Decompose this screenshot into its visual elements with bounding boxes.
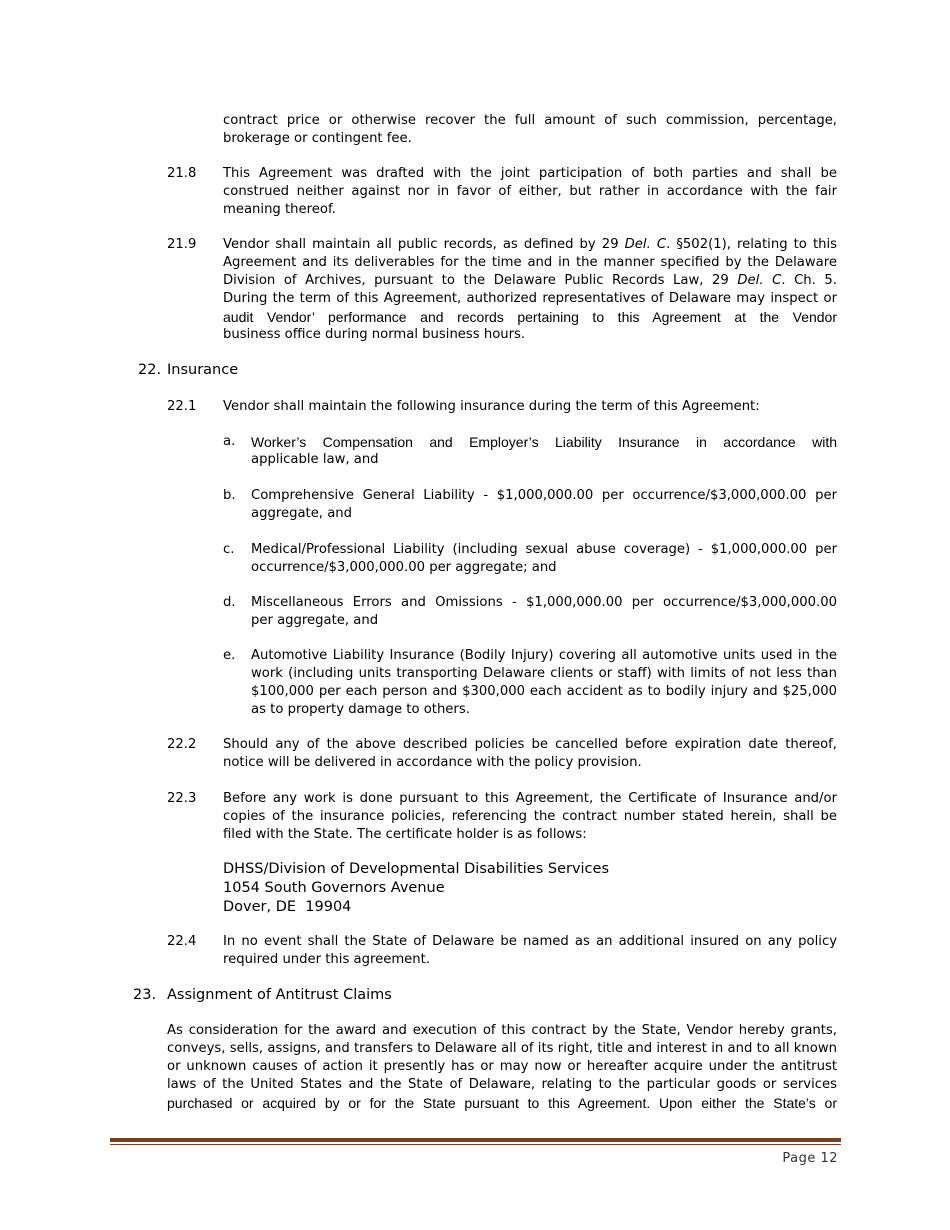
text-line: occurrence/$3,000,000.00 per aggregate; and [251, 560, 557, 575]
text-line: business office during normal business hours. [223, 327, 526, 342]
section-22-2-text [223, 736, 837, 772]
text-line: In no event shall the State of Delaware be named as an additional insured on any policy [223, 934, 837, 949]
section-number: 22.4 [167, 934, 197, 949]
text-line: per aggregate, and [251, 613, 379, 628]
text-line: brokerage or contingent fee. [223, 131, 412, 146]
list-letter: d. [223, 595, 236, 610]
text-line: Worker’s Compensation and Employer’s Liability Insurance in accordance with [251, 434, 837, 450]
section-heading: Insurance [167, 362, 239, 378]
text-line: audit Vendor’ performance and records pertaining to this Agreement at the Vendor [223, 309, 837, 325]
section-number: 22.2 [167, 737, 197, 752]
text-line: During the term of this Agreement, authorized representatives of Delaware may inspect or [223, 291, 837, 306]
italic-citation: Del. C [737, 273, 782, 288]
page-number: Page 12 [782, 1151, 838, 1166]
section-number: 21.9 [167, 237, 197, 252]
list-item-a [251, 433, 837, 469]
text-line: meaning thereof. [223, 202, 336, 217]
section-22-4-text [223, 933, 837, 969]
section-number: 21.8 [167, 166, 197, 181]
text-line: This Agreement was drafted with the joint participation of both parties and shall be [223, 166, 837, 181]
text-line: notice will be delivered in accordance with the policy provision. [223, 755, 642, 770]
list-letter: c. [223, 542, 235, 557]
text-line: or unknown causes of action it presently has or may now or hereafter acquire under the antitrust [167, 1059, 837, 1074]
italic-citation: Del. C [624, 237, 667, 252]
section-number: 22.1 [167, 399, 197, 414]
text-line [223, 236, 837, 254]
text-line: Should any of the above described policies be cancelled before expiration date thereof, [223, 737, 837, 752]
text-line: purchased or acquired by or for the State pursuant to this Agreement. Upon either the State’s or [167, 1095, 837, 1111]
list-letter: a. [223, 434, 236, 449]
text-run: Division of Archives, pursuant to the Delaware Public Records Law, 29 [223, 273, 738, 288]
text-line: Comprehensive General Liability - $1,000,000.00 per occurrence/$3,000,000.00 per [251, 488, 837, 503]
list-item-d [251, 594, 837, 630]
section-heading: Assignment of Antitrust Claims [167, 987, 392, 1003]
section-21-8-text [223, 165, 837, 219]
text-run: . §502(1), relating to this [666, 237, 838, 252]
address-line: DHSS/Division of Developmental Disabilities Services [223, 861, 610, 877]
list-letter: b. [223, 488, 236, 503]
text-line: As consideration for the award and execution of this contract by the State, Vendor hereby grants, [167, 1023, 837, 1038]
text-line: contract price or otherwise recover the full amount of such commission, percentage, [223, 113, 837, 128]
list-item-b [251, 487, 837, 523]
section-number: 22.3 [167, 791, 197, 806]
text-line: Medical/Professional Liability (including sexual abuse coverage) - $1,000,000.00 per [251, 542, 837, 557]
text-line: copies of the insurance policies, referencing the contract number stated herein, shall be [223, 809, 837, 824]
section-21-7-continuation [223, 112, 837, 148]
section-23-text [167, 1022, 837, 1112]
text-line: aggregate, and [251, 506, 352, 521]
list-letter: e. [223, 648, 236, 663]
text-line: construed neither against nor in favor of either, but rather in accordance with the fair [223, 184, 837, 199]
certificate-holder-address [223, 860, 837, 917]
text-run: Vendor shall maintain all public records, as defined by 29 [223, 237, 625, 252]
section-21-9-text [223, 236, 837, 344]
text-line: Before any work is done pursuant to this Agreement, the Certificate of Insurance and/or [223, 791, 837, 806]
section-number: 22. [138, 362, 162, 378]
list-item-c [251, 541, 837, 577]
text-line: $100,000 per each person and $300,000 each accident as to bodily injury and $25,000 [251, 684, 837, 699]
footer-rule-thin [110, 1144, 841, 1145]
section-22-1-text: Vendor shall maintain the following insurance during the term of this Agreement: [223, 399, 760, 414]
text-line [223, 272, 837, 290]
text-line: as to property damage to others. [251, 702, 470, 717]
text-line: work (including units transporting Delaware clients or staff) with limits of not less than [251, 666, 837, 681]
text-line: filed with the State. The certificate holder is as follows: [223, 827, 587, 842]
address-line: Dover, DE 19904 [223, 899, 352, 915]
list-item-e [251, 647, 837, 719]
text-line: conveys, sells, assigns, and transfers to Delaware all of its right, title and interest in and to all known [167, 1041, 837, 1056]
address-line: 1054 South Governors Avenue [223, 880, 445, 896]
text-line: required under this agreement. [223, 952, 431, 967]
section-22-3-text [223, 790, 837, 844]
footer-rule [110, 1138, 841, 1142]
text-line: Automotive Liability Insurance (Bodily Injury) covering all automotive units used in the [251, 648, 837, 663]
section-number: 23. [133, 987, 157, 1003]
text-run: . Ch. 5. [781, 273, 838, 288]
text-line: Miscellaneous Errors and Omissions - $1,000,000.00 per occurrence/$3,000,000.00 [251, 595, 837, 610]
text-line: applicable law, and [251, 452, 379, 467]
text-line: Agreement and its deliverables for the time and in the manner specified by the Delaware [223, 255, 837, 270]
text-line: laws of the United States and the State of Delaware, relating to the particular goods or services [167, 1077, 837, 1092]
